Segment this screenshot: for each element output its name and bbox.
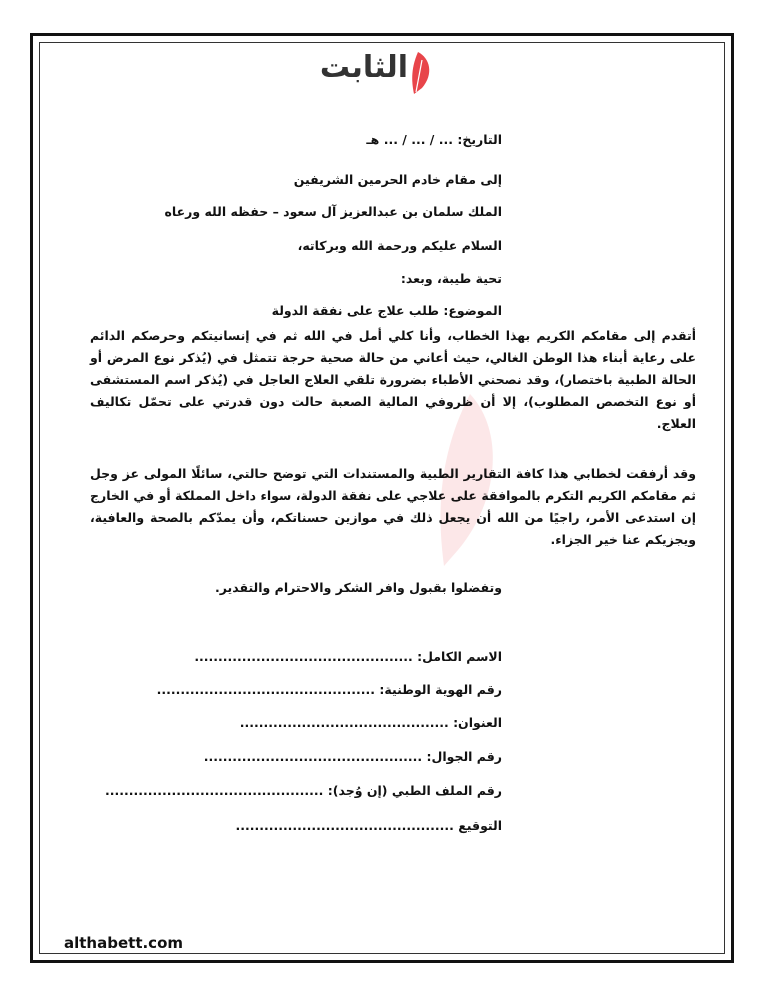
address-value: ............................................	[239, 715, 449, 730]
full-name-value: ..............................................	[194, 649, 413, 664]
mobile-label: رقم الجوال:	[426, 749, 502, 764]
mobile-field	[204, 749, 502, 764]
national-id-field	[157, 682, 502, 697]
full-name-field	[194, 649, 502, 664]
medical-file-label: رقم الملف الطبي (إن وُجد):	[327, 783, 502, 798]
website-url: althabett.com	[64, 934, 184, 952]
full-name-label: الاسم الكامل:	[417, 649, 502, 664]
body-paragraph-1: أتقدم إلى مقامكم الكريم بهذا الخطاب، وأنا كلي أمل في الله ثم في إنسانيتكم وحرصكم الدائم على رعاية أبناء هذا الوطن الغالي، حيث أعاني من حالة صحية حرجة تتمثل في (يُذكر نوع المرض أو الحالة الطبية باختصار)، وقد نصحني الأطباء بضرورة تلقي العلاج العاجل في (يُذكر اسم المستشفى أو نوع التخصص المطلوب)، إلا أن ظروفي المالية الصعبة حالت دون قدرتي على تحمّل تكاليف العلاج.	[90, 328, 696, 431]
subject-line: الموضوع: طلب علاج على نفقة الدولة	[271, 303, 502, 318]
mobile-value: ..............................................	[203, 749, 423, 764]
recipient-name: الملك سلمان بن عبدالعزيز آل سعود – حفظه الله ورعاه	[164, 204, 502, 219]
logo-text: الثابت	[319, 50, 408, 85]
signature-value: ..............................................	[235, 818, 454, 833]
medical-file-value: ..............................................	[104, 783, 324, 798]
signature-field	[235, 818, 502, 833]
logo	[319, 48, 440, 98]
salutation: السلام عليكم ورحمة الله وبركاته،	[297, 238, 502, 253]
national-id-value: ..............................................	[156, 682, 376, 697]
date-line: التاريخ: ... / ... / ... هـ	[366, 132, 502, 147]
greeting: تحية طيبة، وبعد:	[400, 271, 502, 286]
closing-line: وتفضلوا بقبول وافر الشكر والاحترام والتقدير.	[215, 580, 502, 595]
address-field	[240, 715, 502, 730]
medical-file-field	[105, 783, 502, 798]
body-paragraph-2: وقد أرفقت لخطابي هذا كافة التقارير الطبية والمستندات التي توضح حالتي، سائلًا المولى عز وجل ثم مقامكم الكريم التكرم بالموافقة على علاجي على نفقة الدولة، سواء داخل المملكة أو في الخارج إن استدعى الأمر، راجيًا من الله أن يجعل ذلك في موازين حسناتكم، وأن يمدّكم بالصحة والعافية، ويجزيكم عنا خير الجزاء.	[90, 466, 696, 547]
address-label: العنوان:	[453, 715, 502, 730]
recipient-title: إلى مقام خادم الحرمين الشريفين	[293, 172, 502, 187]
national-id-label: رقم الهوية الوطنية:	[379, 682, 502, 697]
signature-label: التوقيع	[458, 818, 502, 833]
